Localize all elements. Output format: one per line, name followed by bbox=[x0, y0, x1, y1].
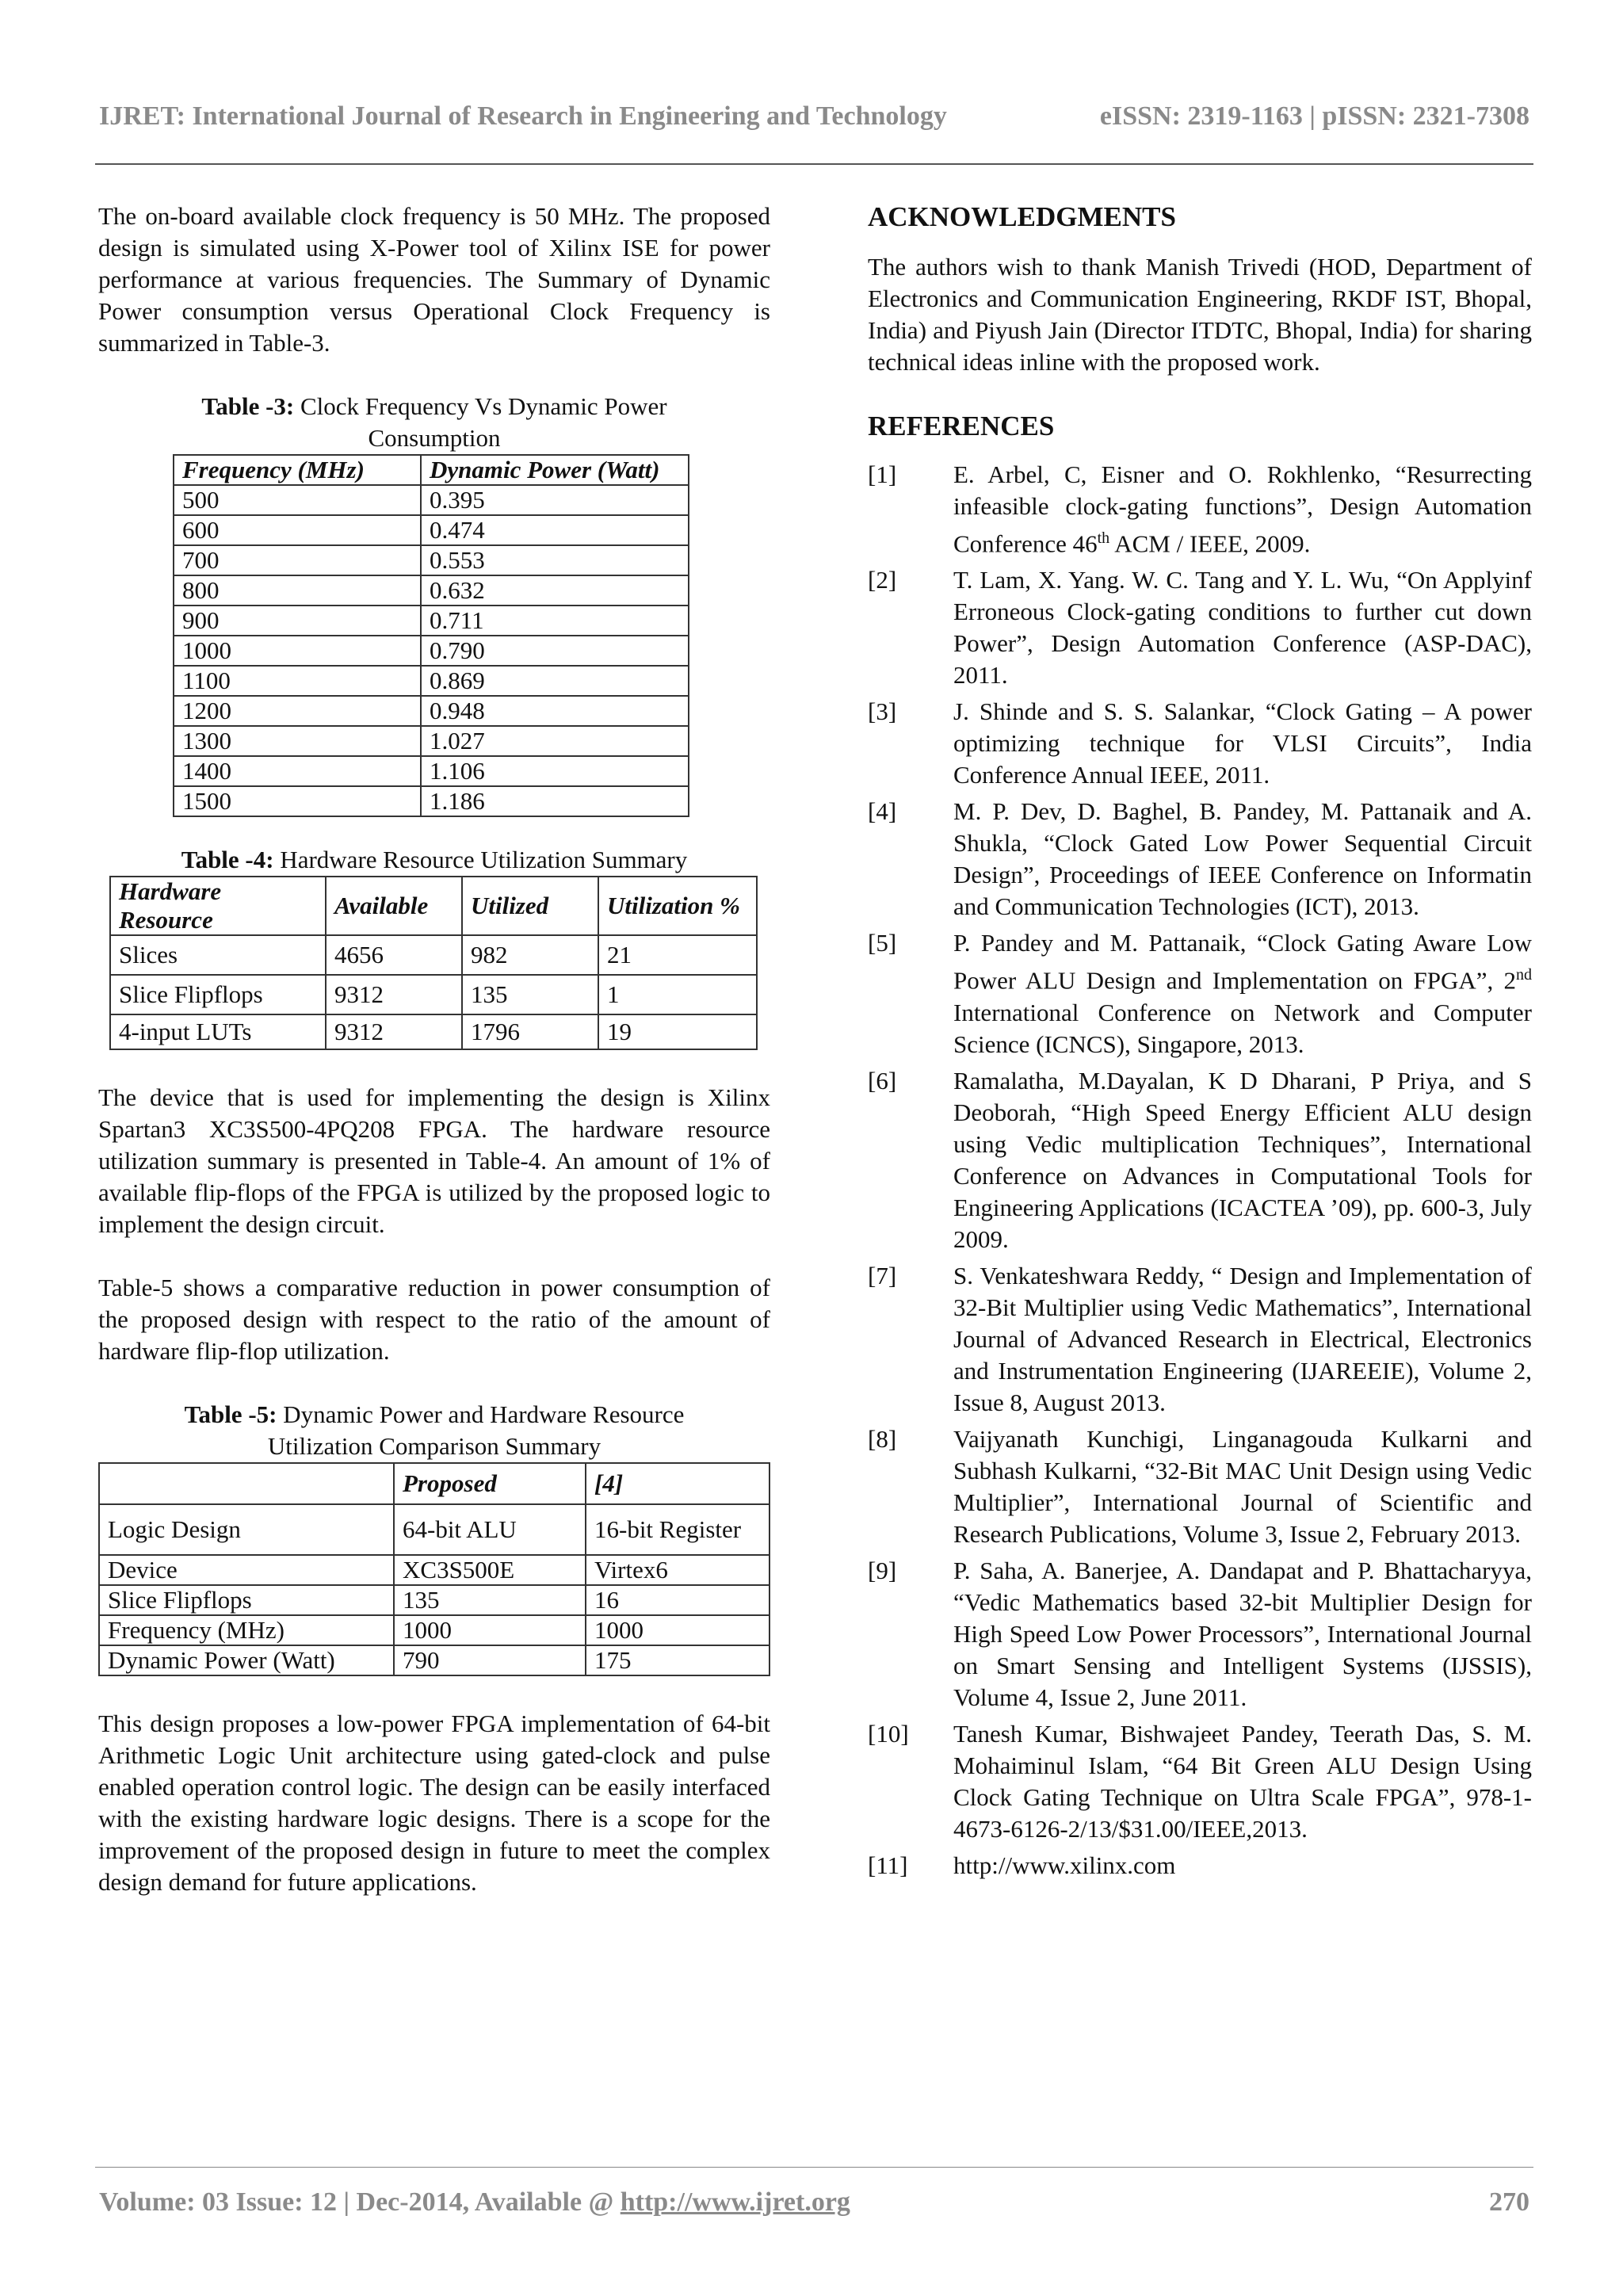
reference-item: [1] E. Arbel, C, Eisner and O. Rokhlenko, “Resurrecting infeasible clock-gating functions”, Design Automation Conference 46th ACM / IEEE, 2009. bbox=[868, 460, 1532, 558]
reference-number: [10] bbox=[868, 1719, 909, 1748]
acknowledgments-text: The authors wish to thank Manish Trivedi (HOD, Department of Electronics and Communication Engineering, RKDF IST, Bhopal, India) and Piyush Jain (Director ITDTC, Bhopal, India) for sharing technical ideas inline with the proposed work. bbox=[868, 253, 1532, 376]
table-cell: Slices bbox=[110, 935, 326, 975]
table-cell: 0.711 bbox=[421, 606, 689, 636]
table-cell: 9312 bbox=[326, 1014, 462, 1049]
table5-title: Dynamic Power and Hardware Resource Utilization Comparison Summary bbox=[267, 1400, 685, 1460]
table-cell: 1500 bbox=[174, 786, 421, 816]
table-cell: 1000 bbox=[394, 1615, 586, 1645]
reference-number: [9] bbox=[868, 1556, 897, 1584]
right-column bbox=[868, 201, 1532, 1886]
intro-paragraph: The on-board available clock frequency is 50 MHz. The proposed design is simulated using X-Power tool of Xilinx ISE for power performance at various frequencies. The Summary of Dynamic Power consumption versus Operational Clock Frequency is summarized in Table-3. bbox=[98, 202, 770, 357]
table-cell: 700 bbox=[174, 545, 421, 575]
page-number: 270 bbox=[1489, 2187, 1529, 2217]
table-row bbox=[174, 575, 689, 606]
table-cell: 790 bbox=[394, 1645, 586, 1675]
table-cell: Virtex6 bbox=[586, 1555, 769, 1585]
reference-number: [11] bbox=[868, 1851, 908, 1879]
table-cell: 1100 bbox=[174, 666, 421, 696]
table-cell: 0.632 bbox=[421, 575, 689, 606]
table-header-cell: Available bbox=[326, 877, 462, 935]
table-header-row bbox=[99, 1463, 769, 1504]
table-row bbox=[99, 1504, 769, 1555]
reference-number: [7] bbox=[868, 1261, 897, 1289]
table-cell: 0.553 bbox=[421, 545, 689, 575]
table-cell: 21 bbox=[598, 935, 757, 975]
table-row bbox=[99, 1615, 769, 1645]
table-cell: 135 bbox=[462, 975, 598, 1014]
table5 bbox=[98, 1462, 770, 1676]
table-cell: 1300 bbox=[174, 726, 421, 756]
table-cell: 0.948 bbox=[421, 696, 689, 726]
table-cell: 175 bbox=[586, 1645, 769, 1675]
table-cell: 1000 bbox=[586, 1615, 769, 1645]
table5-label: Table -5: bbox=[184, 1400, 277, 1428]
table-header-cell: Frequency (MHz) bbox=[174, 455, 421, 485]
reference-list bbox=[868, 459, 1532, 1881]
left-column bbox=[98, 201, 770, 1898]
table-cell: 1.027 bbox=[421, 726, 689, 756]
reference-item: [6] Ramalatha, M.Dayalan, K D Dharani, P Priya, and S Deoborah, “High Speed Energy Efficient ALU design using Vedic multiplication Techniques”, International Conference on Advances in Computational Tools for Engineering Applications (ICACTEA ’09), pp. 600-3, July 2009. bbox=[868, 1066, 1532, 1253]
table-cell: 1.106 bbox=[421, 756, 689, 786]
reference-item: [10] Tanesh Kumar, Bishwajeet Pandey, Teerath Das, S. M. Mohaiminul Islam, “64 Bit Green ALU Design Using Clock Gating Technique on Ultra Scale FPGA”, 978-1-4673-6126-2/13/$31.00/IEEE,2013. bbox=[868, 1719, 1532, 1843]
table-cell: 1200 bbox=[174, 696, 421, 726]
table-cell: 0.790 bbox=[421, 636, 689, 666]
table-cell: 135 bbox=[394, 1585, 586, 1615]
table-row bbox=[174, 515, 689, 545]
reference-item: [2] T. Lam, X. Yang. W. C. Tang and Y. L. Wu, “On Applyinf Erroneous Clock-gating conditions to further cut down Power”, Design Automation Conference (ASP-DAC), 2011. bbox=[868, 566, 1532, 690]
page-header bbox=[99, 94, 1529, 133]
table-row bbox=[174, 636, 689, 666]
table-row bbox=[174, 786, 689, 816]
table-cell: 16 bbox=[586, 1585, 769, 1615]
table-cell: Dynamic Power (Watt) bbox=[99, 1645, 394, 1675]
table-cell: 1 bbox=[598, 975, 757, 1014]
table-cell: 1796 bbox=[462, 1014, 598, 1049]
table-cell: XC3S500E bbox=[394, 1555, 586, 1585]
reference-item: [5] P. Pandey and M. Pattanaik, “Clock Gating Aware Low Power ALU Design and Implementation on FPGA”, 2nd International Conference on Network and Computer Science (ICNCS), Singapore, 2013. bbox=[868, 929, 1532, 1058]
table3 bbox=[173, 454, 689, 817]
table-cell: 982 bbox=[462, 935, 598, 975]
table-cell: Slice Flipflops bbox=[99, 1585, 394, 1615]
device-paragraph: The device that is used for implementing the design is Xilinx Spartan3 XC3S500-4PQ208 FPGA. The hardware resource utilization summary is presented in Table-4. An amount of 1% of available flip-flops of the FPGA is utilized by the proposed logic to implement the design circuit. bbox=[98, 1083, 770, 1238]
table-cell: 4-input LUTs bbox=[110, 1014, 326, 1049]
volume-info: Volume: 03 Issue: 12 | Dec-2014, Available @ http://www.ijret.org bbox=[99, 2187, 850, 2217]
table-header-row bbox=[110, 877, 757, 935]
table4 bbox=[109, 876, 758, 1050]
table-row bbox=[174, 726, 689, 756]
table-cell: 9312 bbox=[326, 975, 462, 1014]
table-row bbox=[99, 1585, 769, 1615]
comparison-paragraph: Table-5 shows a comparative reduction in power consumption of the proposed design with respect to the ratio of the amount of hardware flip-flop utilization. bbox=[98, 1274, 770, 1365]
table-cell: 64-bit ALU bbox=[394, 1504, 586, 1555]
reference-item: [11] http://www.xilinx.com bbox=[868, 1850, 1532, 1881]
table5-caption bbox=[98, 1399, 770, 1462]
table-cell: 600 bbox=[174, 515, 421, 545]
table-row bbox=[174, 666, 689, 696]
table-cell: Logic Design bbox=[99, 1504, 394, 1555]
table-row bbox=[110, 975, 757, 1014]
table-row bbox=[110, 1014, 757, 1049]
page-footer bbox=[99, 2187, 1529, 2222]
table3-label: Table -3: bbox=[201, 392, 295, 420]
table-cell: 1.186 bbox=[421, 786, 689, 816]
issn-numbers: eISSN: 2319-1163 | pISSN: 2321-7308 bbox=[1099, 101, 1529, 131]
table-cell: Device bbox=[99, 1555, 394, 1585]
journal-name: IJRET: International Journal of Research in Engineering and Technology bbox=[99, 101, 947, 131]
reference-number: [5] bbox=[868, 929, 897, 957]
table-row bbox=[174, 606, 689, 636]
table-cell: 900 bbox=[174, 606, 421, 636]
table-header-cell: Dynamic Power (Watt) bbox=[421, 455, 689, 485]
table3-caption bbox=[98, 391, 770, 454]
table-row bbox=[174, 756, 689, 786]
table-cell: 1400 bbox=[174, 756, 421, 786]
conclusion-paragraph: This design proposes a low-power FPGA implementation of 64-bit Arithmetic Logic Unit architecture using gated-clock and pulse enabled operation control logic. The design can be easily interfaced with the existing hardware logic designs. There is a scope for the improvement of the proposed design in future to meet the complex design demand for future applications. bbox=[98, 1710, 770, 1896]
reference-item: [9] P. Saha, A. Banerjee, A. Dandapat and P. Bhattacharyya, “Vedic Mathematics based 32-bit Multiplier Design for High Speed Low Power Processors”, International Journal on Smart Sensing and Intelligent Systems (IJSSIS), Volume 4, Issue 2, June 2011. bbox=[868, 1556, 1532, 1711]
table-cell: 4656 bbox=[326, 935, 462, 975]
table-row bbox=[174, 485, 689, 515]
reference-number: [4] bbox=[868, 797, 897, 826]
reference-item: [8] Vaijyanath Kunchigi, Linganagouda Kulkarni and Subhash Kulkarni, “32-Bit MAC Unit Design using Vedic Multiplier”, International Journal of Scientific and Research Publications, Volume 3, Issue 2, February 2013. bbox=[868, 1424, 1532, 1548]
table-cell: 0.869 bbox=[421, 666, 689, 696]
references-heading: REFERENCES bbox=[868, 411, 1055, 441]
reference-number: [6] bbox=[868, 1066, 897, 1095]
table-row bbox=[99, 1555, 769, 1585]
table-cell: 19 bbox=[598, 1014, 757, 1049]
table-header-cell: Utilization % bbox=[598, 877, 757, 935]
table-row bbox=[174, 545, 689, 575]
reference-item: [7] S. Venkateshwara Reddy, “ Design and Implementation of 32-Bit Multiplier using Vedic Mathematics”, International Journal of Advanced Research in Electrical, Electronics and Instrumentation Engineering (IJAREEIE), Volume 2, Issue 8, August 2013. bbox=[868, 1261, 1532, 1416]
table-header-row bbox=[174, 455, 689, 485]
reference-number: [8] bbox=[868, 1424, 897, 1453]
table-row bbox=[99, 1645, 769, 1675]
table-cell: 0.395 bbox=[421, 485, 689, 515]
table-header-cell: Utilized bbox=[462, 877, 598, 935]
table4-label: Table -4: bbox=[181, 846, 274, 873]
reference-number: [3] bbox=[868, 697, 897, 726]
table-row bbox=[174, 696, 689, 726]
table-cell: 1000 bbox=[174, 636, 421, 666]
reference-number: [2] bbox=[868, 566, 897, 594]
footer-rule bbox=[95, 2167, 1533, 2168]
table4-title: Hardware Resource Utilization Summary bbox=[280, 846, 688, 873]
reference-item: [3] J. Shinde and S. S. Salankar, “Clock Gating – A power optimizing technique for VLSI Circuits”, India Conference Annual IEEE, 2011. bbox=[868, 697, 1532, 789]
table-header-cell: Proposed bbox=[394, 1463, 586, 1504]
table-cell: Frequency (MHz) bbox=[99, 1615, 394, 1645]
acknowledgments-heading: ACKNOWLEDGMENTS bbox=[868, 201, 1176, 232]
journal-link[interactable]: http://www.ijret.org bbox=[620, 2187, 850, 2217]
table-header-cell: Hardware Resource bbox=[110, 877, 326, 935]
table-cell: 16-bit Register bbox=[586, 1504, 769, 1555]
reference-item: [4] M. P. Dev, D. Baghel, B. Pandey, M. Pattanaik and A. Shukla, “Clock Gated Low Power Sequential Circuit Design”, Proceedings of IEEE Conference on Informatin and Communication Technologies (ICT), 2013. bbox=[868, 797, 1532, 921]
table-cell: Slice Flipflops bbox=[110, 975, 326, 1014]
header-rule bbox=[95, 163, 1533, 165]
reference-number: [1] bbox=[868, 460, 897, 488]
table-row bbox=[110, 935, 757, 975]
table4-caption bbox=[98, 844, 770, 876]
table3-title: Clock Frequency Vs Dynamic Power Consumption bbox=[300, 392, 667, 452]
table-header-cell: [4] bbox=[586, 1463, 769, 1504]
table-cell: 0.474 bbox=[421, 515, 689, 545]
table-cell: 500 bbox=[174, 485, 421, 515]
table-cell: 800 bbox=[174, 575, 421, 606]
table-header-cell bbox=[99, 1463, 394, 1504]
